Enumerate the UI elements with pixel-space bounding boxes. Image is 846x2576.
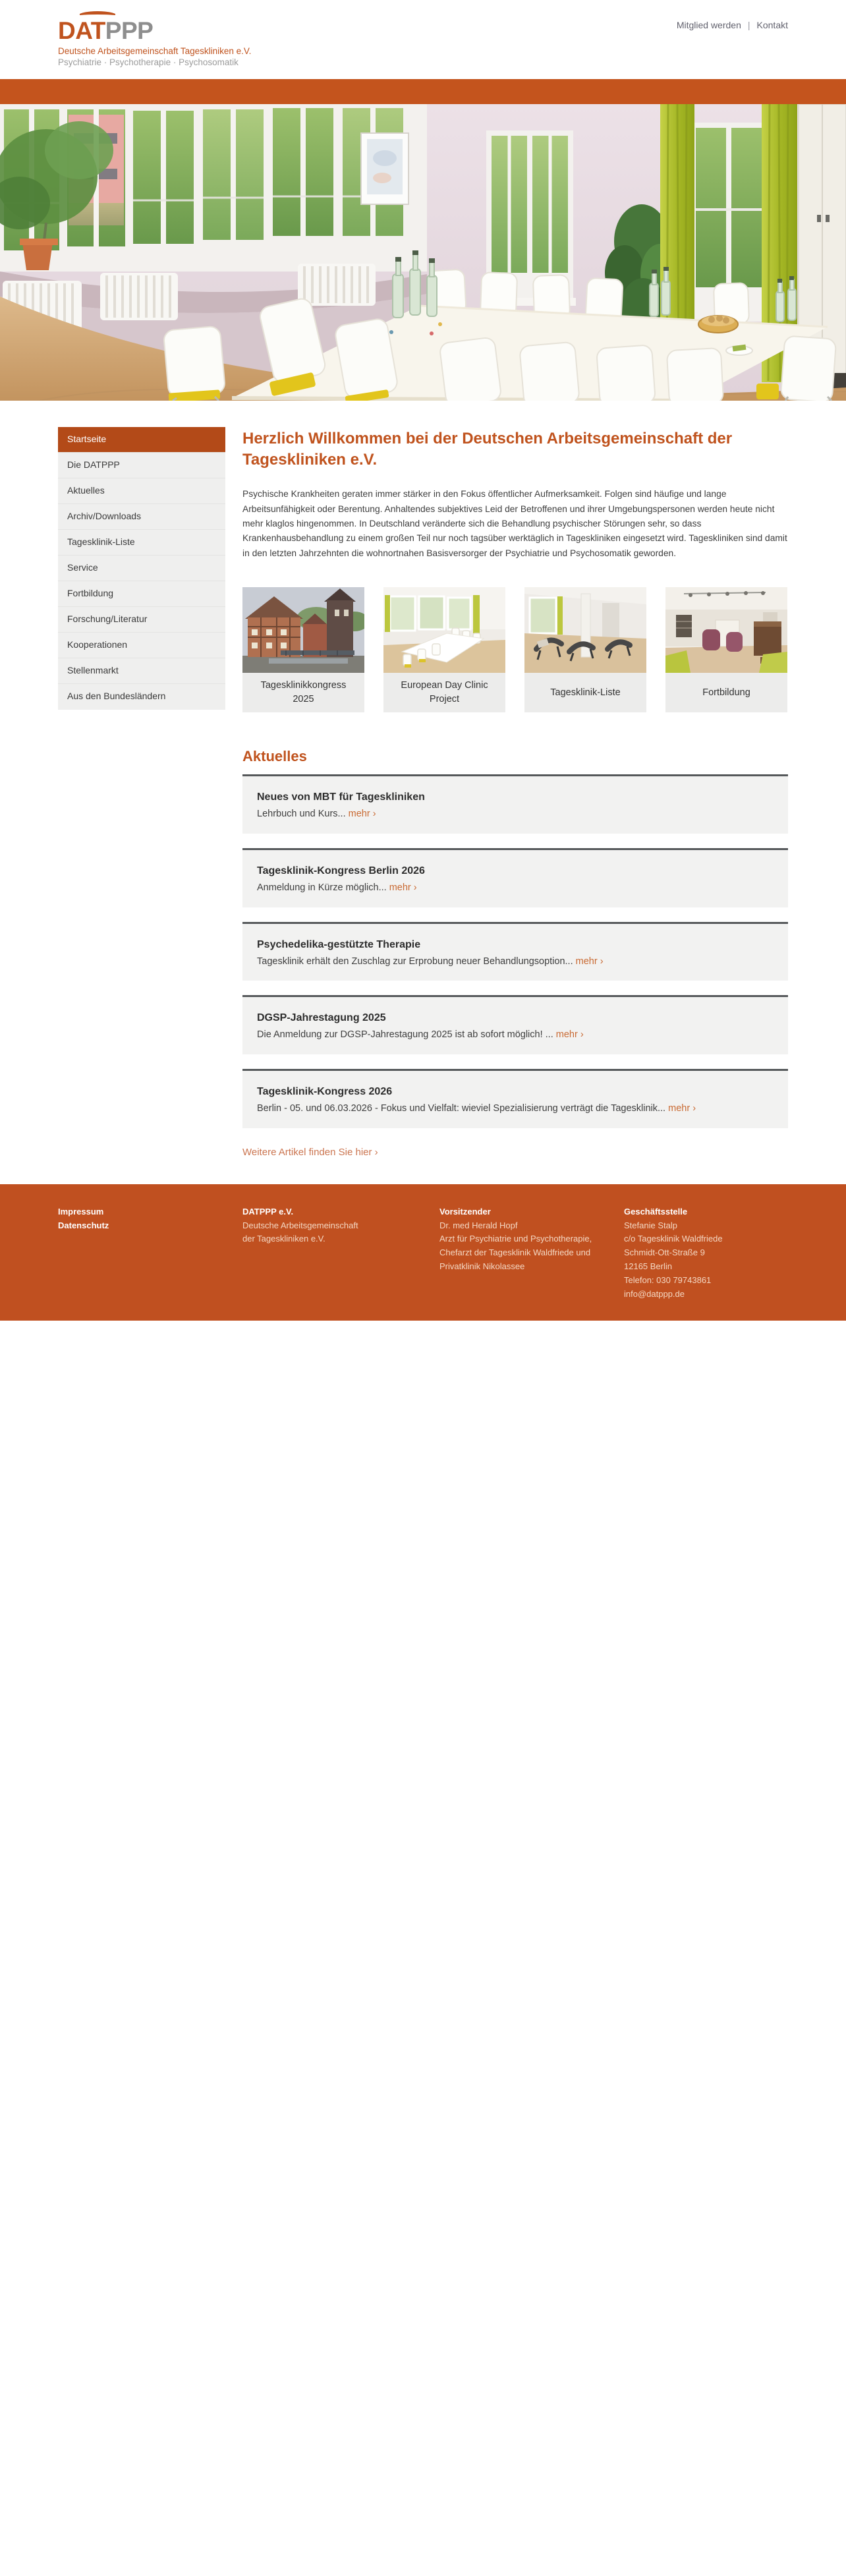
card-image-day-clinic — [383, 587, 505, 673]
bottom-whitespace — [0, 1321, 846, 2576]
news-teaser-text: Anmeldung in Kürze möglich... — [257, 882, 387, 893]
teaser-cards — [242, 587, 788, 712]
card-fortbildung[interactable] — [665, 587, 787, 712]
card-image-kongress — [242, 587, 364, 673]
logo-arc-icon — [78, 11, 117, 20]
footer-office-column — [624, 1205, 788, 1302]
footer-office-line: Stefanie Stalp — [624, 1220, 677, 1230]
footer-org-line: Deutsche Arbeitsgemeinschaft — [242, 1220, 358, 1230]
logo-ppp: PPP — [105, 17, 154, 44]
news-teaser — [257, 807, 774, 822]
link-separator: | — [747, 20, 750, 30]
brand-stripe — [0, 79, 846, 104]
news-teaser — [257, 1102, 774, 1116]
site-header — [0, 0, 846, 79]
footer-legal-column — [58, 1205, 242, 1302]
logo-dat: DAT — [58, 17, 105, 44]
card-european-day-clinic[interactable] — [383, 587, 505, 712]
card-label: European Day Clinic Project — [383, 673, 505, 712]
impressum-link[interactable]: Impressum — [58, 1206, 104, 1216]
sidebar-item-aktuelles[interactable]: Aktuelles — [58, 478, 225, 504]
news-teaser-text: Die Anmeldung zur DGSP-Jahrestagung 2025 ist ab sofort möglich! ... — [257, 1029, 553, 1041]
sidebar-item-stellenmarkt[interactable]: Stellenmarkt — [58, 658, 225, 684]
sidebar-item-tagesklinik-liste[interactable]: Tagesklinik-Liste — [58, 530, 225, 556]
contact-link[interactable]: Kontakt — [756, 20, 788, 30]
news-teaser — [257, 881, 774, 896]
footer-office-line: c/o Tagesklinik Waldfriede — [624, 1234, 723, 1244]
logo-tagline: Psychiatrie · Psychotherapie · Psychosomatik — [58, 57, 239, 67]
footer-office-line: Schmidt-Ott-Straße 9 — [624, 1247, 705, 1258]
sidebar-item-bundeslaender[interactable]: Aus den Bundesländern — [58, 684, 225, 710]
sidebar-item-kooperationen[interactable]: Kooperationen — [58, 633, 225, 658]
wall-picture — [361, 133, 409, 204]
footer-chairman-column — [439, 1205, 624, 1302]
card-tagesklinikkongress[interactable] — [242, 587, 364, 712]
news-teaser — [257, 1028, 774, 1043]
logo-subtitle: Deutsche Arbeitsgemeinschaft Tageskliniken e.V. — [58, 46, 252, 56]
datenschutz-link[interactable]: Datenschutz — [58, 1220, 109, 1230]
sidebar-item-die-datppp[interactable]: Die DATPPP — [58, 453, 225, 478]
footer-chairman-head: Vorsitzender — [439, 1206, 491, 1216]
member-link[interactable]: Mitglied werden — [676, 20, 741, 30]
sidebar-item-archiv-downloads[interactable]: Archiv/Downloads — [58, 504, 225, 530]
site-footer — [0, 1184, 846, 1321]
card-label: Tagesklinikkongress 2025 — [242, 673, 364, 712]
news-title: Psychedelika-gestützte Therapie — [257, 938, 421, 950]
news-teaser-text: Tagesklinik erhält den Zuschlag zur Erprobung neuer Behandlungsoption... — [257, 956, 573, 967]
card-label: Fortbildung — [665, 673, 787, 712]
news-more-link[interactable]: mehr › — [575, 956, 604, 967]
news-heading: Aktuelles — [242, 748, 307, 765]
news-teaser-text: Lehrbuch und Kurs... — [257, 809, 346, 820]
footer-chairman-line: Dr. med Herald Hopf — [439, 1220, 518, 1230]
hero-illustration — [0, 104, 846, 401]
news-item-dgsp[interactable] — [242, 995, 788, 1054]
news-item-mbt[interactable] — [242, 774, 788, 834]
news-teaser-text: Berlin - 05. und 06.03.2026 - Fokus und Vielfalt: wieviel Spezialisierung verträgt die Tagesklinik... — [257, 1103, 666, 1114]
news-title: Neues von MBT für Tageskliniken — [257, 791, 425, 803]
header-meta-nav — [677, 20, 788, 30]
footer-email[interactable]: info@datppp.de — [624, 1288, 685, 1299]
footer-chairman-line: Chefarzt der Tagesklinik Waldfriede und — [439, 1247, 591, 1258]
hero-image — [0, 104, 846, 401]
footer-org-line: der Tageskliniken e.V. — [242, 1234, 325, 1244]
main-column — [242, 427, 788, 1158]
page-title: Herzlich Willkommen bei der Deutschen Arbeitsgemeinschaft der Tageskliniken e.V. — [242, 430, 733, 469]
sidebar-nav — [58, 427, 225, 1158]
sidebar-item-startseite[interactable]: Startseite — [58, 427, 225, 453]
card-label: Tagesklinik-Liste — [524, 673, 646, 712]
card-image-liste — [524, 587, 646, 673]
content-area — [0, 401, 846, 1158]
sidebar-item-fortbildung[interactable]: Fortbildung — [58, 581, 225, 607]
footer-chairman-line: Arzt für Psychiatrie und Psychotherapie, — [439, 1234, 592, 1244]
news-more-link[interactable]: mehr › — [348, 809, 376, 820]
sidebar-item-service[interactable]: Service — [58, 556, 225, 581]
footer-org-column — [242, 1205, 439, 1302]
news-teaser — [257, 955, 774, 969]
news-more-link[interactable]: mehr › — [555, 1029, 584, 1041]
footer-office-line: Telefon: 030 79743861 — [624, 1274, 712, 1285]
sidebar-item-forschung-literatur[interactable]: Forschung/Literatur — [58, 607, 225, 633]
logo-link[interactable] — [58, 11, 251, 67]
card-tagesklinik-liste[interactable] — [524, 587, 646, 712]
bread-basket — [698, 315, 738, 333]
intro-paragraph: Psychische Krankheiten geraten immer stärker in den Fokus öffentlicher Aufmerksamkeit. Folgen sind häufige und lange Arbeitsunfähigkeit oder Berentung. Anhaltendes subjektives Leid der Betroffenen und ihrer Umgebungspersonen werden heute nicht mehr klaglos hingenommen. In Deutschland veränderte sich die Behandlung psychischer Störungen sehr, so dass Krankenhausbehandlung zu einem großen Teil nur noch tagsüber werktäglich in Tageskliniken eingesetzt wird. Tageskliniken sind damit in den letzten Jahrzehnten die wohnortnahen Basisversorger der Psychiatrie und Psychosomatik geworden. — [242, 489, 787, 558]
logo-wordmark — [58, 11, 153, 43]
news-title: Tagesklinik-Kongress Berlin 2026 — [257, 865, 425, 876]
news-more-link[interactable]: mehr › — [389, 882, 417, 893]
news-item-psychedelika[interactable] — [242, 922, 788, 981]
footer-office-line: 12165 Berlin — [624, 1261, 672, 1271]
all-articles-link[interactable]: Weitere Artikel finden Sie hier › — [242, 1146, 378, 1158]
footer-office-head: Geschäftsstelle — [624, 1206, 688, 1216]
footer-org-head: DATPPP e.V. — [242, 1206, 294, 1216]
news-title: Tagesklinik-Kongress 2026 — [257, 1086, 393, 1098]
news-item-kongress-2026[interactable] — [242, 1069, 788, 1128]
footer-chairman-line: Privatklinik Nikolassee — [439, 1261, 525, 1271]
news-item-kongress-berlin-2026[interactable] — [242, 848, 788, 907]
news-title: DGSP-Jahrestagung 2025 — [257, 1012, 386, 1024]
card-image-fortbildung — [665, 587, 787, 673]
news-more-link[interactable]: mehr › — [668, 1103, 696, 1114]
